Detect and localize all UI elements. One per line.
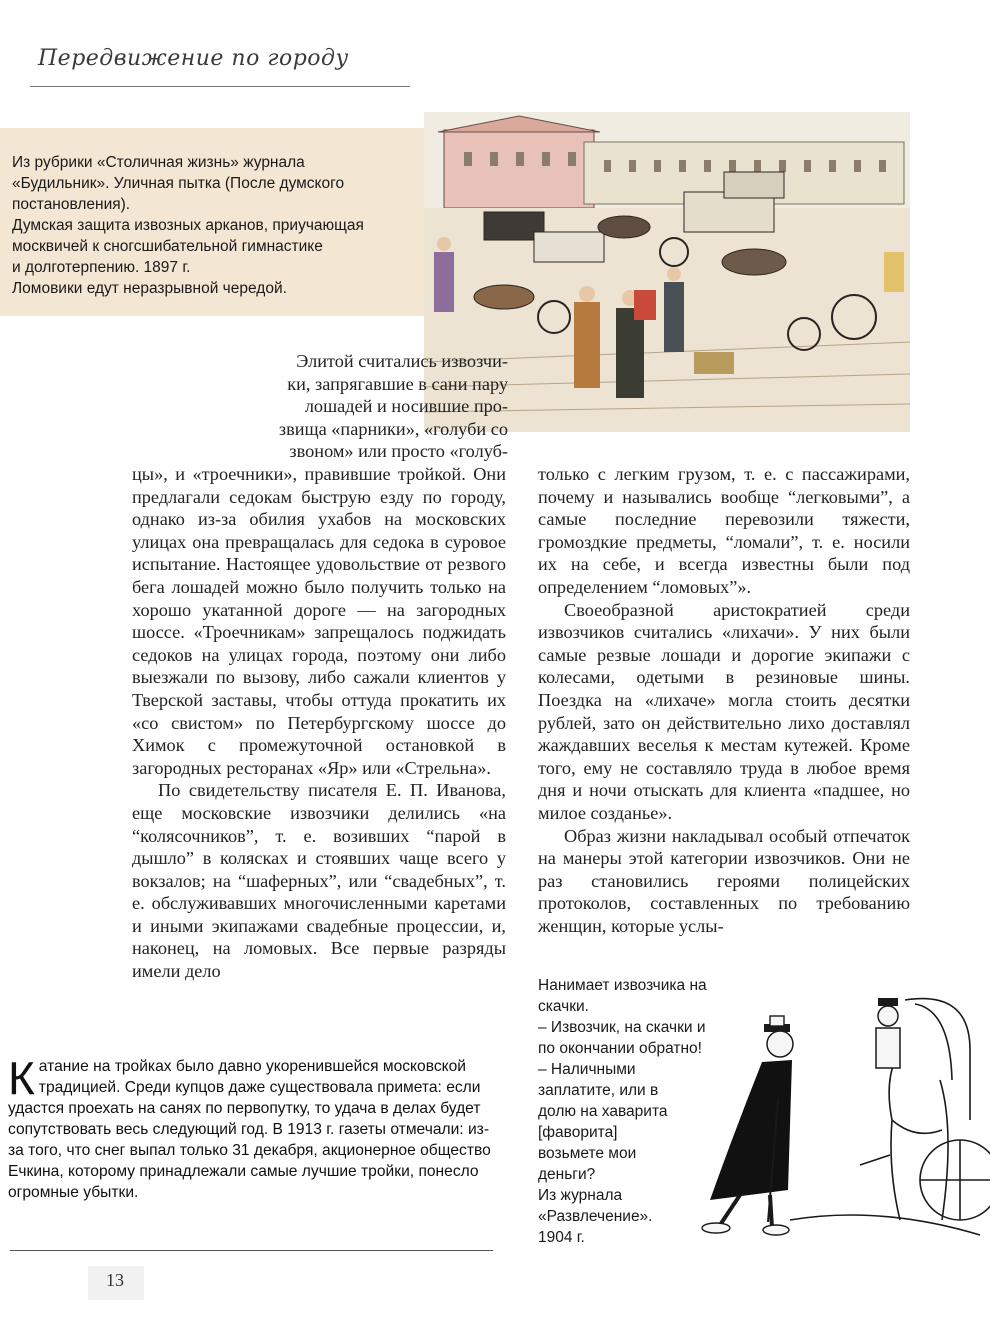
right-column [538, 463, 910, 937]
intro-line: лошадей и носившие про- [304, 396, 508, 417]
caption-line: по окончании обратно! [538, 1040, 702, 1057]
paragraph: Образ жизни накладывал особый отпечаток на манеры этой категории извозчиков. Они не раз становились героями полицейских протоколов, составленных по требованию женщин, которые услы- [538, 825, 910, 936]
caption-line: Из рубрики «Столичная жизнь» журнала [12, 154, 305, 171]
caption-line: возьмете мои [538, 1145, 637, 1162]
caption-line: «Развлечение». [538, 1208, 653, 1225]
caption-line: и долготерпению. 1897 г. [12, 259, 191, 276]
paragraph: только с легким грузом, т. е. с пассажирами, почему и назывались вообще “легковыми”, а самые последние перевозили тяжести, громоздкие предметы, “ломали”, т. е. носили их на себе, и всегда известны были под определением “ломовых”». [538, 464, 910, 597]
caption-line: Думская защита извозных арканов, приучающая [12, 217, 364, 234]
paragraph: Своеобразной аристократией среди извозчиков считались «лихачи». У них были самые резвые лошади и дорогие экипажи с колесами, одетыми в резиновые шины. Поездка на «лихаче» могла стоить десятки рублей, зато он действительно лихо доставлял жаждавших веселья к местам кутежей. Кроме того, ему не составляло труда в любое время дня и ночи отыскать для клиента «падшее, но милое созданье». [538, 599, 910, 823]
caption-line: Из журнала [538, 1187, 623, 1204]
caption-line: деньги? [538, 1166, 596, 1183]
caption-line: заплатите, или в [538, 1082, 659, 1099]
caption-line: Нанимает извозчика на [538, 977, 707, 994]
running-head: Передвижение по городу [38, 46, 349, 71]
paragraph: цы», и «троечники», правившие тройкой. Они предлагали седокам быструю езду по городу, однако из-за обилия ухабов на московских улицах она превращалась для седока в суровое испытание. Настоящее удовольствие от резвого бега лошадей можно было получить только на хорошо укатанной дороге — на загородных шоссе. «Троечникам» запрещалось поджидать седоков на улицах города, поэтому они либо выезжали по вызову, либо сажали клиентов у Тверской заставы, чтобы оттуда прокатить их «со свистом» по Петербургскому шоссе до Химок с промежуточной остановкой в загородных ресторанах «Яр» или «Стрельна». [132, 464, 506, 778]
caption-line: Ломовики едут неразрывной чередой. [12, 280, 287, 297]
caption-line: постановления). [12, 196, 131, 213]
caption-line: «Будильник». Уличная пытка (После думского [12, 175, 345, 192]
header-rule [30, 86, 410, 87]
drop-cap: К [8, 1052, 35, 1104]
caption-line: скачки. [538, 998, 589, 1015]
intro-line: звища «парники», «голуби со [278, 418, 508, 439]
page-number: 13 [106, 1270, 124, 1290]
sidebar-note [8, 1052, 498, 1203]
left-column [132, 463, 506, 983]
top-figure-caption [12, 152, 412, 299]
caption-line: москвичей к сногсшибательной гимнастике [12, 238, 323, 255]
caption-line: – Наличными [538, 1061, 636, 1078]
cabman-cartoon [680, 990, 990, 1252]
caption-line: [фаворита] [538, 1124, 618, 1141]
caption-line: – Извозчик, на скачки и [538, 1019, 706, 1036]
intro-column [140, 350, 508, 463]
intro-line: ки, запрягавшие в сани пару [287, 373, 508, 394]
sidebar-text: атание на тройках было давно укоренившейся московской традицией. Среди купцов даже существовала примета: если удастся проехать на санях по первопутку, то удача в делах будет сопутствовать весь следующий год. В 1913 г. газеты отмечали: из-за того, что снег выпал только 31 декабря, акционерное общество Ечкина, которому принадлежали самые лучшие тройки, понесло огромные убытки. [8, 1058, 491, 1201]
footer-rule [10, 1250, 493, 1251]
paragraph: По свидетельству писателя Е. П. Иванова, еще московские извозчики делились «на “колясочников”, т. е. возивших “парой в дышло” в колясках и стоявших чаще всего у вокзалов; на “шаферных”, или “свадебных”, т. е. обслуживавших многочисленными каретами и иными экипажами свадебные процессии, и, наконец, на ломовых. Все первые разряды имели дело [132, 780, 506, 982]
intro-line: Элитой считались извозчи- [296, 351, 508, 371]
caption-line: 1904 г. [538, 1229, 585, 1246]
intro-line: звоном» или просто «голуб- [289, 441, 508, 462]
caption-line: долю на хаварита [538, 1103, 668, 1120]
